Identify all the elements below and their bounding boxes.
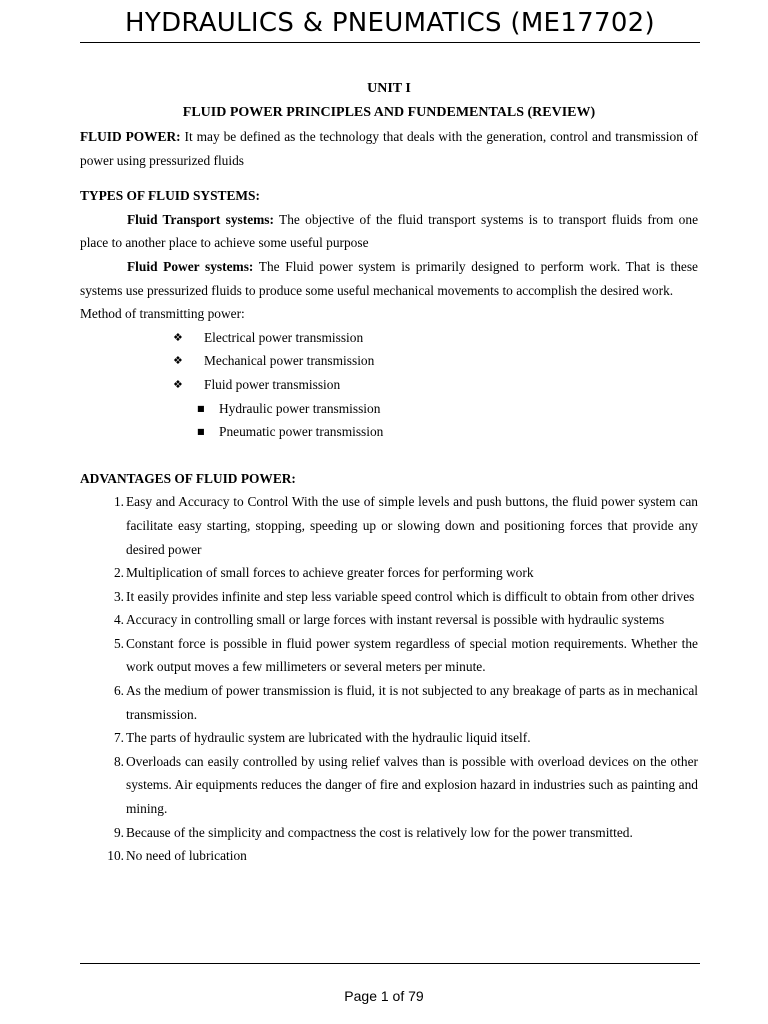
list-item <box>80 349 698 373</box>
list-item <box>80 420 698 444</box>
item-text: Multiplication of small forces to achieve greater forces for performing work <box>126 565 534 581</box>
list-item-label: Mechanical power transmission <box>204 353 375 369</box>
list-item <box>80 844 698 868</box>
list-item <box>80 397 698 421</box>
fluid-power-definition <box>80 125 698 172</box>
list-item <box>80 679 698 726</box>
list-item-label: Fluid power transmission <box>204 376 341 392</box>
advantages-heading: ADVANTAGES OF FLUID POWER: <box>80 470 296 486</box>
item-text: It easily provides infinite and step less variable speed control which is difficult to obtain from other drives <box>126 588 695 604</box>
item-number: 9. <box>113 824 124 840</box>
item-text: Easy and Accuracy to Control With the use of simple levels and push buttons, the fluid power system can facilitate easy starting, stopping, speeding up or slowing down and positioning forces that provide any desired power <box>126 494 698 557</box>
header-divider <box>80 42 700 43</box>
list-item-label: Electrical power transmission <box>204 329 364 345</box>
item-text: Overloads can easily controlled by using relief valves than is possible with overload devices on the other systems. Air equipments reduces the danger of fire and explosion hazard in industries such as painting and mining. <box>126 753 698 817</box>
item-number: 8. <box>113 753 124 769</box>
item-number: 6. <box>113 683 124 699</box>
unit-title: UNIT I <box>367 81 411 96</box>
page-number: Page 1 of 79 <box>344 988 424 1004</box>
item-number: 1. <box>113 494 124 510</box>
footer-divider <box>80 963 700 964</box>
item-text: Because of the simplicity and compactness the cost is relatively low for the power transmitted. <box>126 824 633 840</box>
item-number: 5. <box>113 635 124 651</box>
list-item <box>80 373 698 397</box>
item-text: No need of lubrication <box>126 848 247 864</box>
definition-text: It may be defined as the technology that deals with the generation, control and transmission of power using pressurized fluids <box>80 129 698 168</box>
item-text: As the medium of power transmission is fluid, it is not subjected to any breakage of parts as in mechanical transmission. <box>126 683 698 722</box>
page-header-title: HYDRAULICS & PNEUMATICS (ME17702) <box>125 8 655 38</box>
square-bullet-icon: ■ <box>197 427 205 437</box>
item-number: 7. <box>113 730 124 746</box>
transport-term: Fluid Transport systems: <box>127 211 274 227</box>
definition-term: FLUID POWER: <box>80 129 181 144</box>
advantages-list <box>80 490 698 868</box>
list-item <box>80 750 698 821</box>
diamond-bullet-icon: ❖ <box>173 354 183 368</box>
document-body <box>80 74 698 868</box>
list-item <box>80 326 698 350</box>
transport-text: The objective of the fluid transport systems is to transport fluids from one place to another place to achieve some useful purpose <box>80 211 699 251</box>
list-item <box>80 632 698 679</box>
item-number: 3. <box>113 588 124 604</box>
square-bullet-icon: ■ <box>197 403 205 413</box>
fluid-power-paragraph <box>80 255 698 302</box>
list-item-label: Hydraulic power transmission <box>219 400 381 416</box>
list-item <box>80 490 698 561</box>
item-text: The parts of hydraulic system are lubricated with the hydraulic liquid itself. <box>126 730 531 746</box>
list-item <box>80 561 698 585</box>
diamond-bullet-icon: ❖ <box>173 330 183 344</box>
diamond-bullet-icon: ❖ <box>173 377 183 391</box>
power-term: Fluid Power systems: <box>127 258 254 274</box>
list-item <box>80 726 698 750</box>
item-text: Accuracy in controlling small or large forces with instant reversal is possible with hydraulic systems <box>126 612 665 628</box>
list-item-label: Pneumatic power transmission <box>219 424 384 440</box>
list-item <box>80 585 698 609</box>
list-item <box>80 608 698 632</box>
sub-methods-list <box>80 397 698 444</box>
item-text: Constant force is possible in fluid power system regardless of special motion requirements. Whether the work output moves a few millimeters or several meters per minute. <box>126 635 698 675</box>
types-heading: TYPES OF FLUID SYSTEMS: <box>80 188 260 204</box>
unit-subtitle: FLUID POWER PRINCIPLES AND FUNDEMENTALS (REVIEW) <box>182 105 596 120</box>
power-text: The Fluid power system is primarily designed to perform work. That is these systems use pressurized fluids to produce some useful mechanical movements to accomplish the desired work. <box>80 258 698 298</box>
item-number: 4. <box>113 612 124 628</box>
list-item <box>80 821 698 845</box>
fluid-transport-paragraph <box>80 208 698 255</box>
item-number: 2. <box>113 565 124 581</box>
methods-heading: Method of transmitting power: <box>80 306 245 322</box>
methods-list <box>80 326 698 397</box>
item-number: 10. <box>107 848 124 864</box>
